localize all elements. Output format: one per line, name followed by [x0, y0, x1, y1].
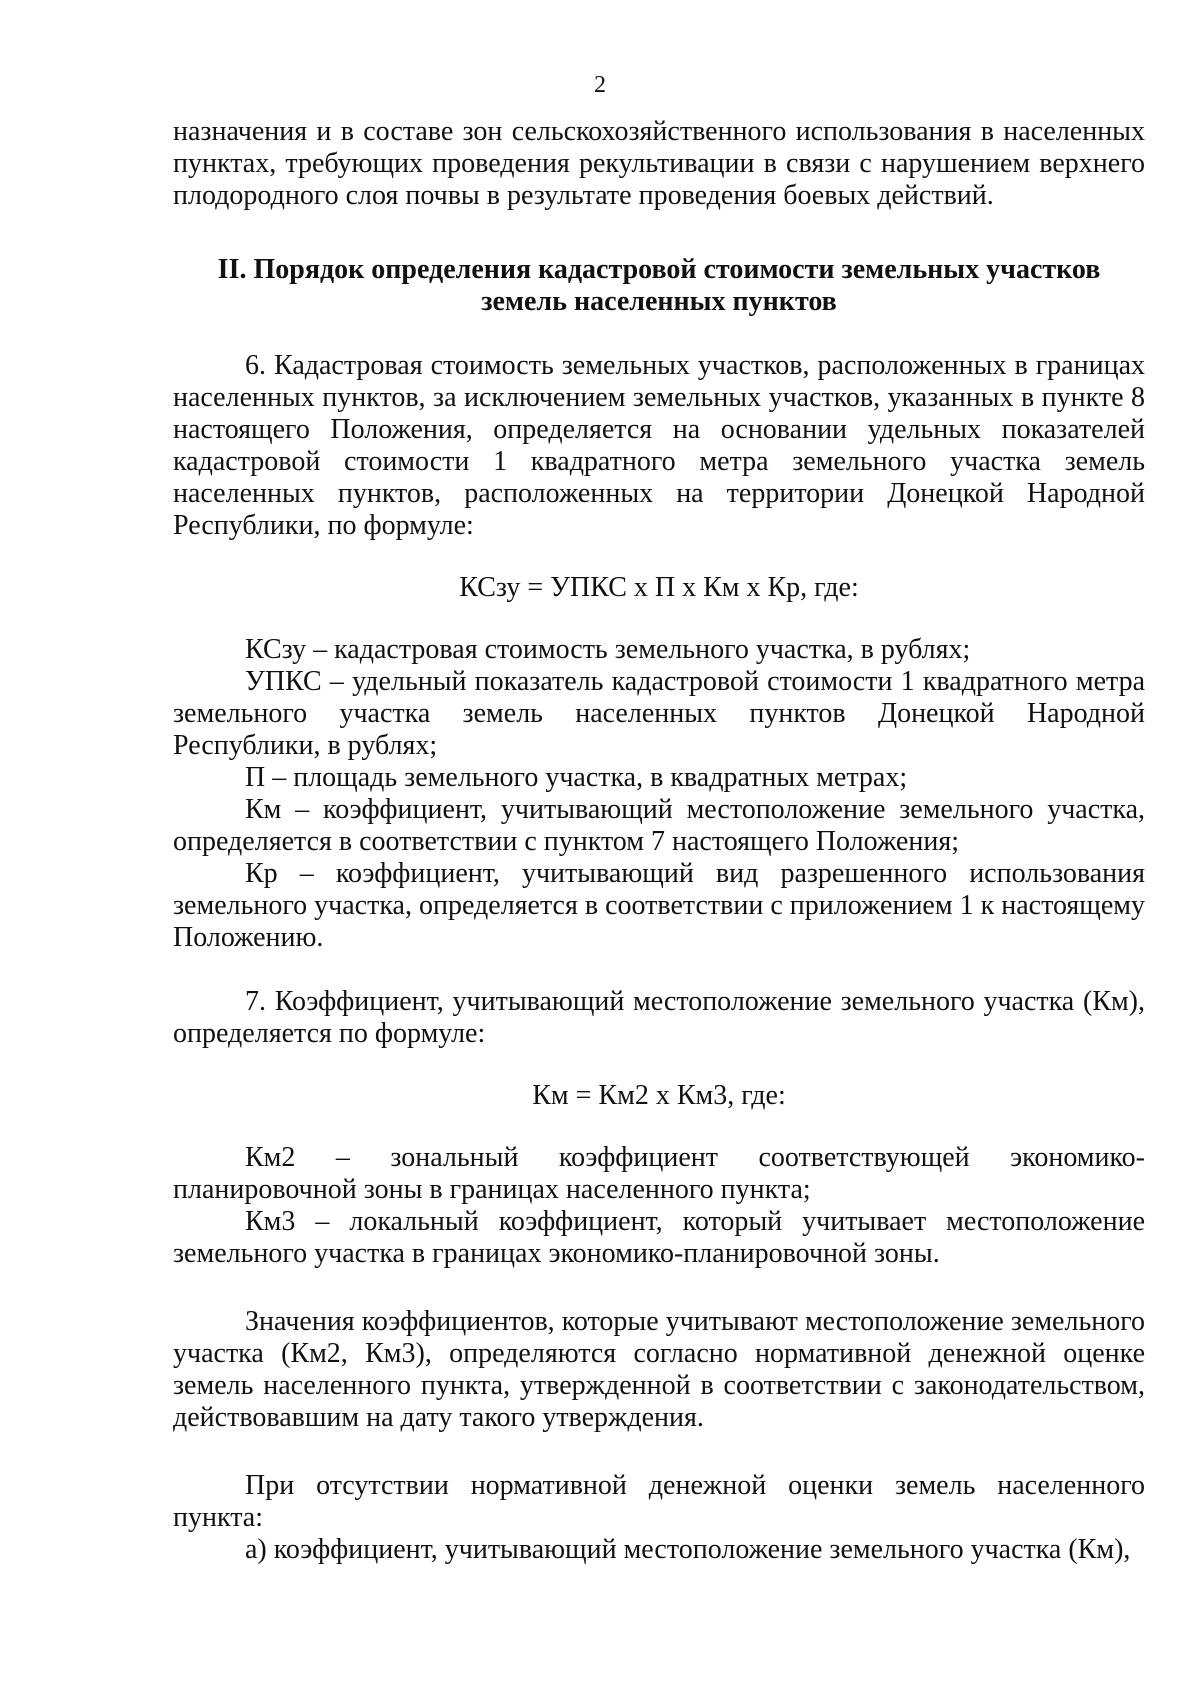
formula-km: Км = Км2 х Км3, где:	[532, 1080, 786, 1111]
section-heading-line-1: II. Порядок определения кадастровой стоимости земельных участков	[217, 254, 1101, 285]
formula-kszu: КСзу = УПКС х П х Км х Кр, где:	[459, 572, 859, 603]
document-body	[173, 116, 1145, 1566]
definition-p: П – площадь земельного участка, в квадратных метрах;	[245, 762, 908, 793]
section-heading-line-2: земель населенных пунктов	[481, 286, 837, 317]
definition-kszu: КСзу – кадастровая стоимость земельного участка, в рублях;	[245, 634, 971, 665]
paragraph-absence: При отсутствии нормативной денежной оценки земель населенного пункта:	[173, 1470, 1145, 1533]
definition-kr: Кр – коэффициент, учитывающий вид разрешенного использования земельного участка, определяется в соответствии с приложением 1 к настоящему Положению.	[173, 858, 1145, 953]
section-heading	[173, 254, 1145, 318]
paragraph-6: 6. Кадастровая стоимость земельных участков, расположенных в границах населенных пунктов, за исключением земельных участков, указанных в пункте 8 настоящего Положения, определяется на основании удельных показателей кадастровой стоимости 1 квадратного метра земельного участка земель населенных пунктов, расположенных на территории Донецкой Народной Республики, по формуле:	[173, 350, 1145, 541]
definition-km3: Км3 – локальный коэффициент, который учитывает местоположение земельного участка в границах экономико-планировочной зоны.	[173, 1206, 1145, 1269]
definition-upks: УПКС – удельный показатель кадастровой стоимости 1 квадратного метра земельного участка земель населенных пунктов Донецкой Народной Республики, в рублях;	[173, 666, 1145, 761]
paragraph-7: 7. Коэффициент, учитывающий местоположение земельного участка (Км), определяется по формуле:	[173, 986, 1145, 1049]
page-number: 2	[594, 72, 606, 98]
intro-paragraph: назначения и в составе зон сельскохозяйственного использования в населенных пунктах, требующих проведения рекультивации в связи с нарушением верхнего плодородного слоя почвы в результате проведения боевых действий.	[173, 116, 1145, 211]
definition-km: Км – коэффициент, учитывающий местоположение земельного участка, определяется в соответствии с пунктом 7 настоящего Положения;	[173, 794, 1145, 857]
paragraph-item-a: а) коэффициент, учитывающий местоположение земельного участка (Км),	[245, 1534, 1131, 1565]
definition-km2: Км2 – зональный коэффициент соответствующей экономико-планировочной зоны в границах населенного пункта;	[173, 1142, 1145, 1205]
paragraph-coefficient-values: Значения коэффициентов, которые учитывают местоположение земельного участка (Км2, Км3), определяются согласно нормативной денежной оценке земель населенного пункта, утвержденной в соответствии с законодательством, действовавшим на дату такого утверждения.	[173, 1306, 1145, 1433]
